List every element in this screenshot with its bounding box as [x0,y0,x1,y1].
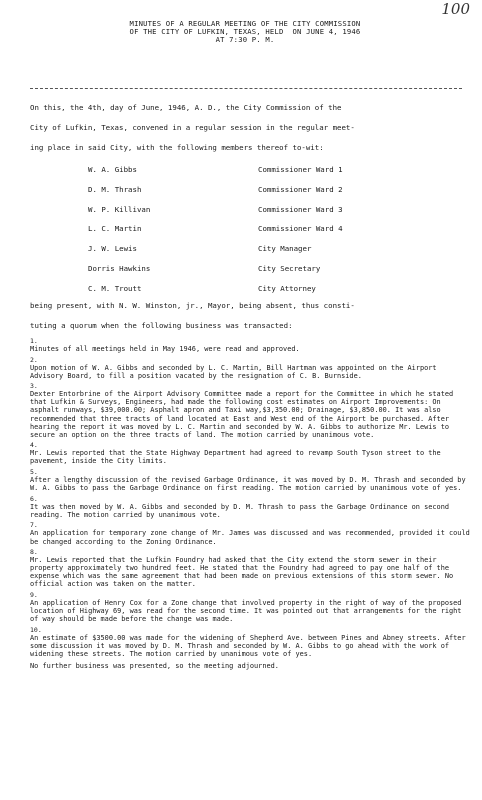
item-text: An application of Henry Cox for a Zone change that involved property in the right of way of the proposed location of Highway 69, was read for the second time. It was pointed out that arrangements for the right of way should be made before the change was made. [30,598,462,624]
item-number: 6. [30,494,38,503]
member-name: Dorris Hawkins [88,263,151,273]
roster-row [88,180,448,200]
minutes-item [30,627,470,658]
title-line-1: MINUTES OF A REGULAR MEETING OF THE CITY COMMISSION [129,19,361,28]
member-title: City Secretary [258,263,321,273]
member-title: City Manager [258,244,312,254]
document-title [40,20,450,44]
title-line-2: OF THE CITY OF LUFKIN, TEXAS, HELD ON JUNE 4, 1946 [129,27,361,36]
item-number: 10. [30,625,42,634]
item-number: 4. [30,441,38,450]
intro-line-2: City of Lufkin, Texas, convened in a regular session in the regular meet- [30,122,355,132]
title-line-3: AT 7:30 P. M. [215,35,275,44]
item-text: Mr. Lewis reported that the State Highway Department had agreed to revamp South Tyson street to the pavement, inside the City limits. [30,449,441,466]
item-text: After a lengthy discussion of the revised Garbage Ordinance, it was moved by D. M. Thrash and seconded by W. A. Gibbs to pass the Garbage Ordinance on first reading. The motion carried by unanimous vote of yes. [30,476,466,493]
item-text: Dexter Entorbrine of the Airport Advisory Committee made a report for the Committee in which he stated that Lufkin & Surveys, Engineers, had made the following cost estimates on Airport Improvements: On asphalt runways, $39,000.00; Asphalt apron and Taxi way,$3,350.00; Drainage, $3,850.00. It was also recommended that three tracts of land located at East and West end of the Airport be purchased. After hearing the report it was moved by L. C. Martin and seconded by W. A. Gibbs to authorize Mr. Lewis to secure an option on the three tracts of land. The motion carried by unanimous vote. [30,390,454,439]
minutes-item [30,442,470,465]
member-name: W. A. Gibbs [88,165,137,174]
minutes-item [30,592,470,623]
item-text: It was then moved by W. A. Gibbs and seconded by D. M. Thrash to pass the Garbage Ordinance on second reading. The motion carried by unanimous vote. [30,502,449,519]
quorum-paragraph [30,296,466,336]
item-number: 1. [30,337,38,345]
member-title: Commissioner Ward 1 [258,165,343,174]
item-text: No further business was presented, so the meeting adjourned. [30,661,279,670]
member-title: Commissioner Ward 3 [258,204,343,214]
item-number: 3. [30,382,38,391]
adjournment-line [30,662,470,670]
item-text: An application for temporary zone change of Mr. James was discussed and was recommended, provided it could be changed according to the Zoning Ordinance. [30,529,470,546]
intro-line-3: ing place in said City, with the following members thereof to-wit: [30,142,324,152]
minutes-items [30,338,470,673]
item-text: Minutes of all meetings held in May 1946, were read and approved. [30,345,300,353]
minutes-item [30,549,470,588]
member-title: City Attorney [258,283,316,293]
quorum-line-1: being present, with N. W. Winston, jr., Mayor, being absent, thus consti- [30,301,355,310]
item-number: 8. [30,548,38,557]
quorum-line-2: tuting a quorum when the following business was transacted: [30,320,293,330]
member-title: Commissioner Ward 4 [258,224,343,234]
item-text: Upon motion of W. A. Gibbs and seconded by L. C. Martin, Bill Hartman was appointed on the Airport Advisory Board, to fill a position vacated by the resignation of C. B. Burnside. [30,363,437,380]
item-number: 5. [30,468,38,477]
roster-row [88,200,448,220]
header-divider [30,88,462,89]
item-text: Mr. Lewis reported that the Lufkin Foundry had asked that the City extend the storm sewer in their property approximately two hundred feet. He stated that the Foundry had agreed to pay one half of the expense which was the same agreement that had been made on previous extensions of this storm sewer. No official action was taken on the matter. [30,556,454,589]
member-name: J. W. Lewis [88,244,137,254]
member-name: W. P. Killivan [88,204,151,214]
item-number: 7. [30,521,38,530]
intro-paragraph [30,98,466,157]
minutes-item [30,357,470,380]
roster-row [88,259,448,279]
item-number: 2. [30,355,38,364]
roster-row [88,160,448,180]
minutes-item [30,522,470,545]
minutes-item [30,338,470,353]
minutes-item [30,496,470,519]
minutes-item [30,469,470,492]
minutes-item [30,383,470,439]
member-title: Commissioner Ward 2 [258,184,343,194]
item-number: 9. [30,590,38,599]
attendee-roster [88,160,448,299]
item-text: An estimate of $3500.00 was made for the widening of Shepherd Ave. between Pines and Abney streets. After some discussion it was moved by D. M. Thrash and seconded by W. A. Gibbs to go ahead with the work of widening these streets. The motion carried by unanimous vote of yes. [30,633,466,658]
member-name: L. C. Martin [88,224,142,234]
roster-row [88,239,448,259]
page-number: 100 [441,0,470,18]
roster-row [88,219,448,239]
member-name: D. M. Thrash [88,184,142,194]
member-name: C. M. Troutt [88,283,142,293]
intro-line-1: On this, the 4th, day of June, 1946, A. D., the City Commission of the [30,103,342,112]
